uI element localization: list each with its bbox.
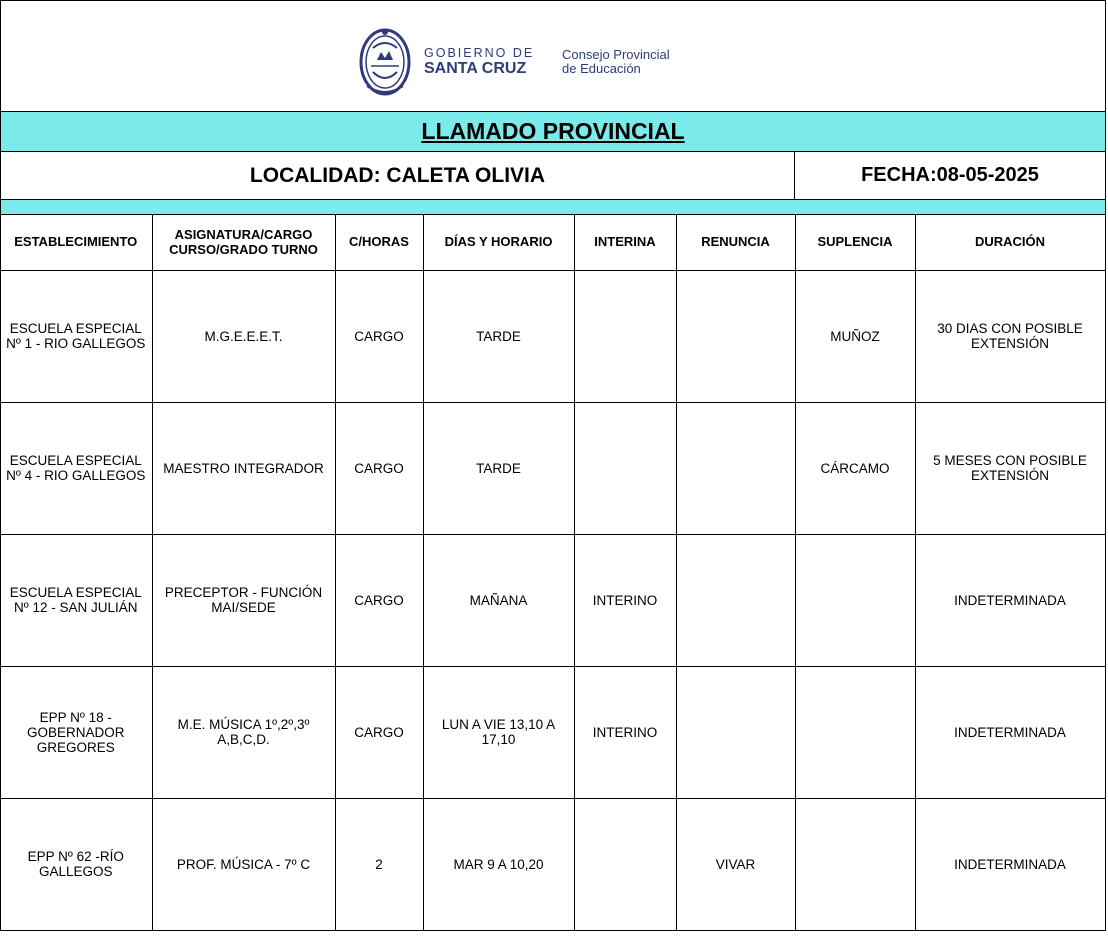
cell-suplencia: CÁRCAMO — [795, 402, 915, 534]
col-header-dias-horario: DÍAS Y HORARIO — [423, 214, 574, 270]
government-logotype — [424, 46, 554, 78]
vacancy-table — [0, 214, 1106, 931]
cell-renuncia — [676, 402, 795, 534]
table-row — [0, 402, 1105, 534]
cell-establecimiento: ESCUELA ESPECIAL Nº 1 - RIO GALLEGOS — [0, 270, 152, 402]
cell-interina — [574, 798, 676, 930]
consejo-line2: de Educación — [562, 61, 641, 76]
cell-establecimiento: ESCUELA ESPECIAL Nº 12 - SAN JULIÁN — [0, 534, 152, 666]
cell-horas: CARGO — [335, 666, 423, 798]
cell-dias-horario: LUN A VIE 13,10 A 17,10 — [423, 666, 574, 798]
cell-establecimiento: EPP Nº 18 - GOBERNADOR GREGORES — [0, 666, 152, 798]
cell-asignatura: M.E. MÚSICA 1º,2º,3º A,B,C,D. — [152, 666, 335, 798]
table-header-row — [0, 214, 1105, 270]
fecha-label: FECHA:08-05-2025 — [861, 164, 1039, 186]
cell-horas: CARGO — [335, 534, 423, 666]
cell-duracion: INDETERMINADA — [915, 534, 1105, 666]
cell-interina: INTERINO — [574, 666, 676, 798]
cell-renuncia — [676, 270, 795, 402]
col-header-interina: INTERINA — [574, 214, 676, 270]
cell-asignatura: M.G.E.E.E.T. — [152, 270, 335, 402]
col-header-establecimiento: ESTABLECIMIENTO — [0, 214, 152, 270]
cell-interina: INTERINO — [574, 534, 676, 666]
consejo-line1: Consejo Provincial — [562, 47, 670, 62]
cell-dias-horario: MAÑANA — [423, 534, 574, 666]
title-band — [1, 112, 1105, 152]
table-row — [0, 534, 1105, 666]
separator-band — [1, 200, 1105, 215]
cell-renuncia — [676, 534, 795, 666]
cell-horas: 2 — [335, 798, 423, 930]
cell-establecimiento: ESCUELA ESPECIAL Nº 4 - RIO GALLEGOS — [0, 402, 152, 534]
cell-horas: CARGO — [335, 270, 423, 402]
col-header-duracion: DURACIÓN — [915, 214, 1105, 270]
cell-asignatura: PRECEPTOR - FUNCIÓN MAI/SEDE — [152, 534, 335, 666]
document-header — [1, 1, 1105, 112]
cell-renuncia: VIVAR — [676, 798, 795, 930]
col-header-renuncia: RENUNCIA — [676, 214, 795, 270]
cell-duracion: 30 DIAS CON POSIBLE EXTENSIÓN — [915, 270, 1105, 402]
consejo-logotype — [562, 48, 692, 76]
cell-horas: CARGO — [335, 402, 423, 534]
cell-asignatura: PROF. MÚSICA - 7º C — [152, 798, 335, 930]
table-row — [0, 270, 1105, 402]
cell-suplencia — [795, 534, 915, 666]
col-header-suplencia: SUPLENCIA — [795, 214, 915, 270]
cell-duracion: INDETERMINADA — [915, 666, 1105, 798]
cell-interina — [574, 402, 676, 534]
cell-suplencia: MUÑOZ — [795, 270, 915, 402]
gov-line2: SANTA CRUZ — [424, 60, 527, 77]
cell-dias-horario: MAR 9 A 10,20 — [423, 798, 574, 930]
location-date-row — [1, 152, 1105, 200]
cell-suplencia — [795, 798, 915, 930]
cell-interina — [574, 270, 676, 402]
cell-dias-horario: TARDE — [423, 270, 574, 402]
document-title: LLAMADO PROVINCIAL — [421, 118, 685, 144]
cell-dias-horario: TARDE — [423, 402, 574, 534]
cell-establecimiento: EPP Nº 62 -RÍO GALLEGOS — [0, 798, 152, 930]
gov-line1: GOBIERNO DE — [424, 46, 535, 60]
table-row — [0, 798, 1105, 930]
cell-duracion: INDETERMINADA — [915, 798, 1105, 930]
cell-duracion: 5 MESES CON POSIBLE EXTENSIÓN — [915, 402, 1105, 534]
cell-suplencia — [795, 666, 915, 798]
cell-asignatura: MAESTRO INTEGRADOR — [152, 402, 335, 534]
table-row — [0, 666, 1105, 798]
col-header-horas: C/HORAS — [335, 214, 423, 270]
provincial-seal-icon — [359, 26, 411, 96]
localidad-label: LOCALIDAD: CALETA OLIVIA — [1, 152, 795, 199]
col-header-asignatura: ASIGNATURA/CARGO CURSO/GRADO TURNO — [152, 214, 335, 270]
cell-renuncia — [676, 666, 795, 798]
